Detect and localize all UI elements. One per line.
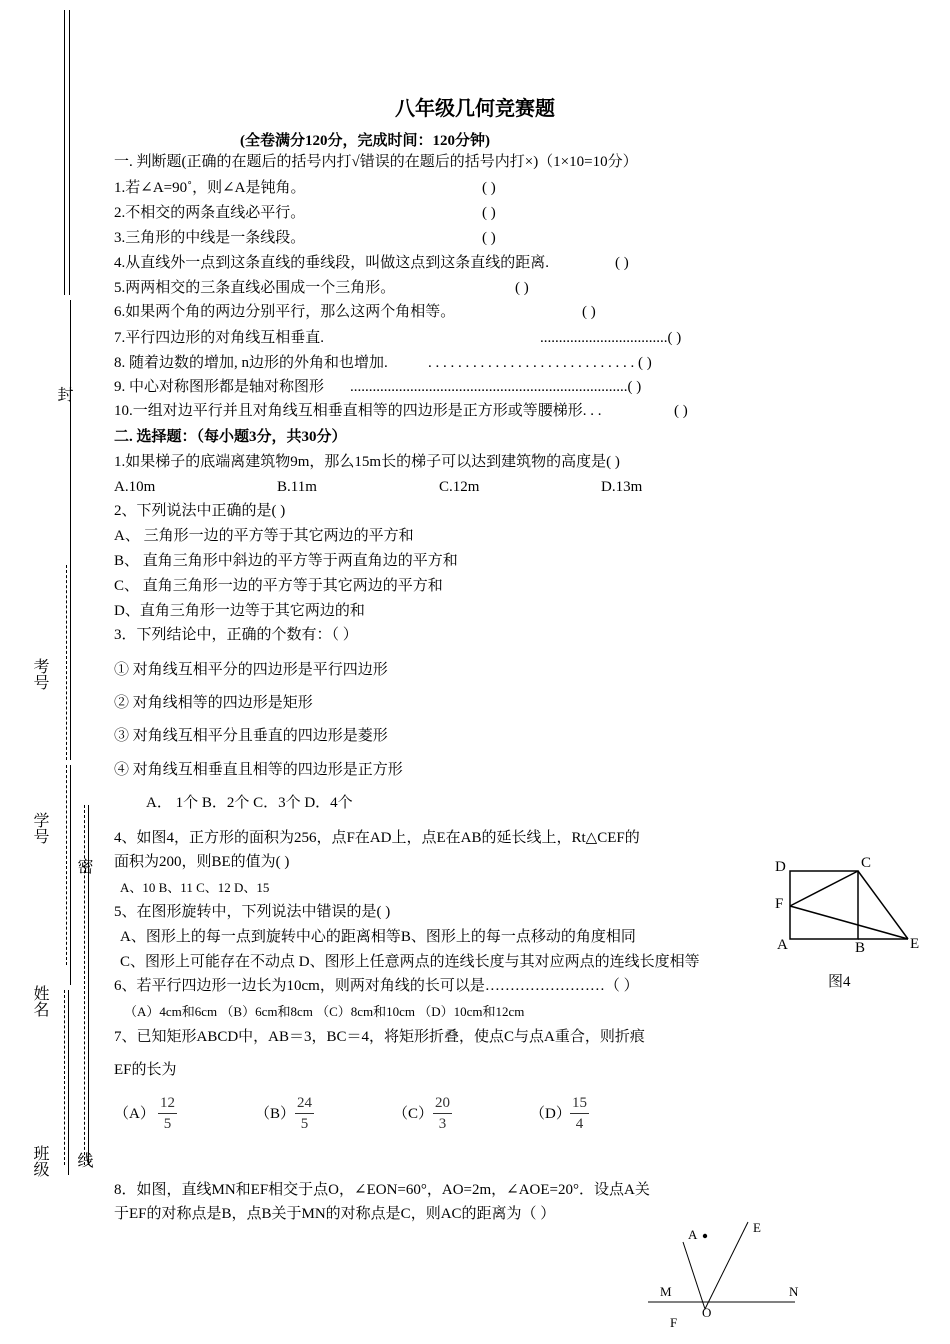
choice-q1-option-d: D.13m [601,479,643,495]
judge-item-5: 5.两两相交的三条直线必围成一个三角形。 [114,280,396,296]
choice-q1-option-c: C.12m [439,479,480,495]
judge-dots-9: ..........................................................................( ) [350,379,642,395]
fig8-label-n: N [789,1284,799,1299]
judge-paren-10: ( ) [674,403,688,419]
choice-q2-option-d: D、直角三角形一边等于其它两边的和 [114,603,365,619]
judge-item-4: 4.从直线外一点到这条直线的垂线段，叫做这点到这条直线的距离. [114,255,550,271]
choice-q2: 2、下列说法中正确的是( ) [114,503,286,519]
choice-q7-option-d-fraction: $\frac{15}{4}$ [572,1095,587,1132]
choice-q4-line2: 面积为200，则BE的值为( ) [114,854,290,870]
choice-q3: 3．下列结论中，正确的个数有：（ ） [114,627,358,643]
choice-q8-line1: 8．如图，直线MN和EF相交于点O，∠EON=60°，AO=2m，∠AOE=20°．设点A关 [114,1182,650,1198]
choice-q3-statement-3: ③ 对角线互相平分且垂直的四边形是菱形 [114,728,388,744]
choice-q7-option-d-label: （D） [530,1106,571,1122]
choice-q2-option-c: C、 直角三角形一边的平方等于其它两边的平方和 [114,578,443,594]
section2-header: 二. 选择题：（每小题3分，共30分） [114,429,347,445]
choice-q7-line1: 7、已知矩形ABCD中，AB＝3，BC＝4，将矩形折叠，使点C与点A重合，则折痕 [114,1029,645,1045]
choice-q3-statement-2: ② 对角线相等的四边形是矩形 [114,695,313,711]
judge-paren-1: ( ) [482,180,496,196]
judge-paren-5: ( ) [515,280,529,296]
seal-label-mi: 密 [75,858,92,874]
choice-q7-option-b-label: （B） [255,1106,296,1122]
choice-q7-option-a-fraction: $\frac{12}{5}$ [160,1095,175,1132]
page-subtitle: (全卷满分120分，完成时间：120分钟) [240,133,490,149]
fig4-label-e: E [910,936,920,952]
choice-q1-option-a: A.10m [114,479,156,495]
judge-item-2: 2.不相交的两条直线必平行。 [114,205,306,221]
fig4-label-d: D [775,859,786,875]
fig8-label-a: A [688,1227,698,1242]
judge-paren-6: ( ) [582,304,596,320]
choice-q8-line2: 于EF的对称点是B，点B关于MN的对称点是C，则AC的距离为（ ） [114,1206,556,1222]
choice-q1: 1.如果梯子的底端离建筑物9m，那么15m长的梯子可以达到建筑物的高度是( ) [114,454,620,470]
section1-header: 一. 判断题(正确的在题后的括号内打√错误的在题后的括号内打×)（1×10=10分） [114,154,638,170]
judge-item-7: 7.平行四边形的对角线互相垂直. [114,330,325,346]
judge-item-9: 9. 中心对称图形都是轴对称图形 [114,379,325,395]
choice-q3-statement-4: ④ 对角线互相垂直且相等的四边形是正方形 [114,762,403,778]
judge-item-1: 1.若∠A=90˚，则∠A是钝角。 [114,180,306,196]
fig8-label-m: M [660,1284,672,1299]
choice-q3-statement-1: ① 对角线互相平分的四边形是平行四边形 [114,662,388,678]
choice-q2-option-b: B、 直角三角形中斜边的平方等于两直角边的平方和 [114,553,458,569]
judge-dots-7: ..................................( ) [540,330,682,346]
name-label: 姓名 [31,985,48,1017]
fig8-label-f: F [670,1315,678,1330]
fig4-label-c: C [861,855,872,871]
class-label: 班级 [31,1145,48,1177]
choice-q6: 6、若平行四边形一边长为10cm，则两对角线的长可以是……………………（ ） [114,978,639,994]
judge-item-6: 6.如果两个角的两边分别平行，那么这两个角相等。 [114,304,456,320]
fig4-label-f: F [775,896,784,912]
seal-label-xian: 线 [75,1152,92,1168]
judge-paren-3: ( ) [482,230,496,246]
choice-q5: 5、在图形旋转中，下列说法中错误的是( ) [114,904,391,920]
judge-item-10: 10.一组对边平行并且对角线互相垂直相等的四边形是正方形或等腰梯形. . . [114,403,602,419]
choice-q1-option-b: B.11m [277,479,317,495]
choice-q5-options-cd: C、图形上可能存在不动点 D、图形上任意两点的连线长度与其对应两点的连线长度相等 [120,954,700,970]
seal-label-feng: 封 [55,386,72,402]
choice-q7-option-c-fraction: $\frac{20}{3}$ [435,1095,450,1132]
choice-q7-option-a-label: （A） [114,1106,155,1122]
fig8-label-o: O [702,1305,712,1320]
choice-q5-options-ab: A、图形上的每一点到旋转中心的距离相等B、图形上的每一点移动的角度相同 [120,929,636,945]
choice-q7-option-c-label: （C） [393,1106,434,1122]
fig4-label-b: B [855,940,866,956]
choice-q4-line1: 4、如图4，正方形的面积为256，点F在AD上，点E在AB的延长线上，Rt△CEF的 [114,830,640,846]
judge-paren-2: ( ) [482,205,496,221]
exam-number-label: 考号 [31,658,48,690]
fig8-label-e: E [753,1220,761,1235]
choice-q7-line2: EF的长为 [114,1062,177,1078]
judge-item-3: 3.三角形的中线是一条线段。 [114,230,306,246]
fig4-label-a: A [777,937,788,953]
judge-item-8: 8. 随着边数的增加, n边形的外角和也增加. [114,355,388,371]
judge-paren-4: ( ) [615,255,629,271]
choice-q6-options: （A）4cm和6cm （B）6cm和8cm （C）8cm和10cm （D）10cm和12cm [124,1004,525,1019]
judge-dots-8: . . . . . . . . . . . . . . . . . . . . . . . . . . . . ( ) [428,355,652,371]
choice-q4-options: A、10 B、11 C、12 D、15 [120,880,270,895]
fig4-caption: 图4 [828,974,851,990]
student-number-label: 学号 [31,812,48,844]
choice-q7-option-b-fraction: $\frac{24}{5}$ [297,1095,312,1132]
page-title: 八年级几何竞赛题 [395,98,555,120]
choice-q2-option-a: A、 三角形一边的平方等于其它两边的平方和 [114,528,414,544]
choice-q3-options: A． 1个 B．2个 C．3个 D．4个 [146,795,353,811]
